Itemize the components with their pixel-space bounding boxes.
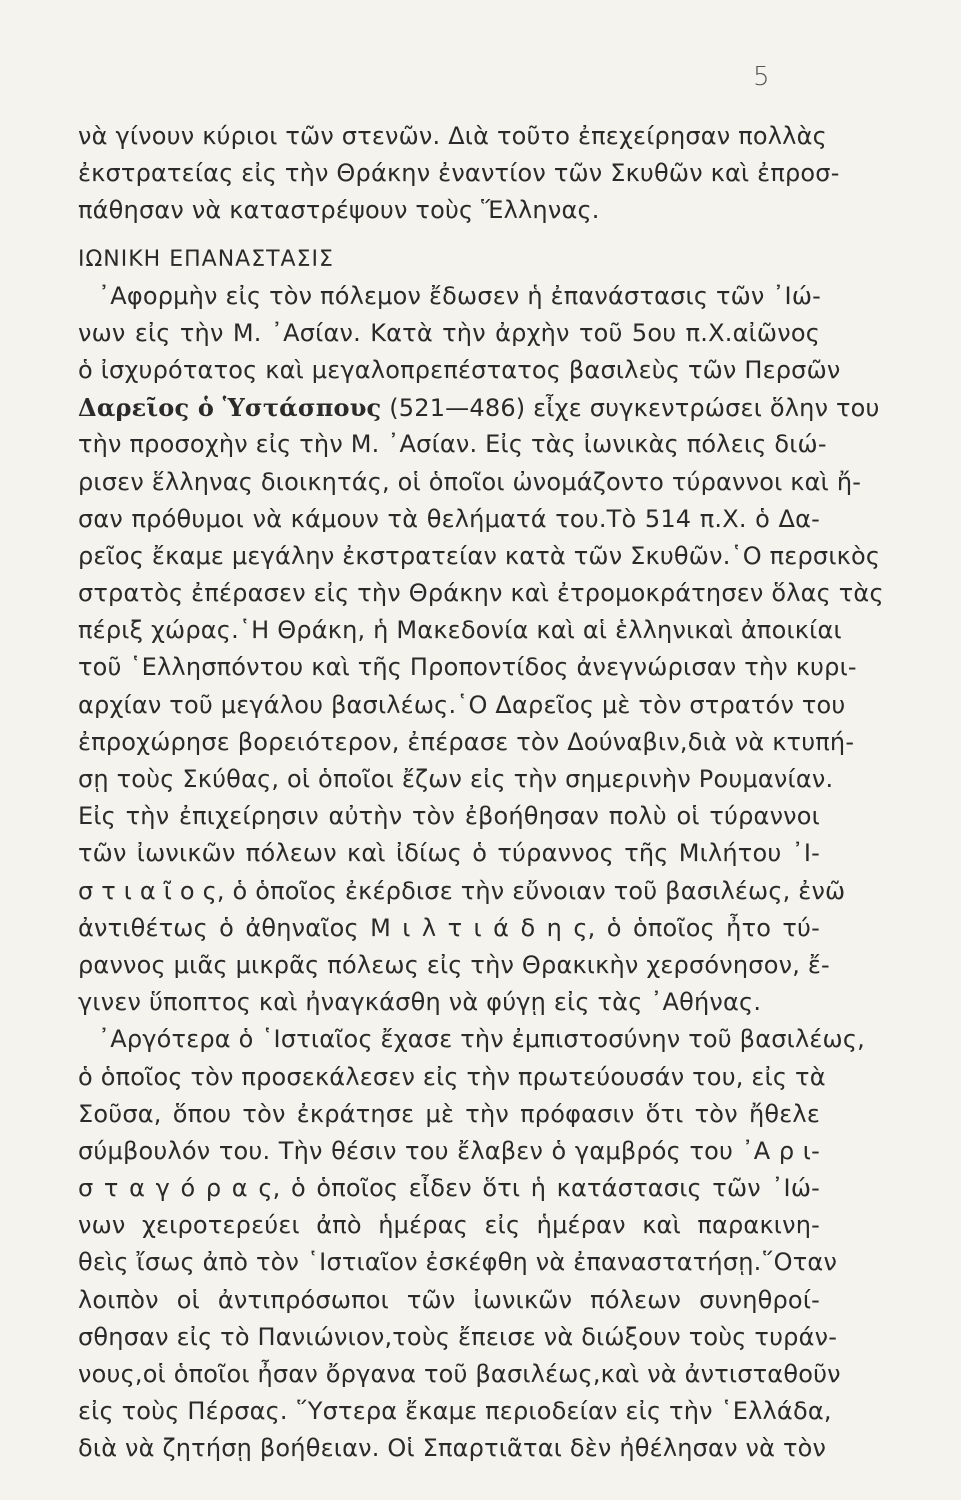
text-line: πάθησαν νὰ καταστρέψουν τοὺς Ἕλληνας. [78, 196, 600, 225]
text-line: σθησαν εἰς τὸ Πανιώνιον,τοὺς ἔπεισε νὰ διώξουν τοὺς τυράν- [78, 1322, 838, 1351]
text-line: ἐκστρατείας εἰς τὴν Θράκην ἐναντίον τῶν Σκυθῶν καὶ ἐπροσ- [78, 159, 840, 188]
text-line: αρχίαν τοῦ μεγάλου βασιλέως.῾Ο Δαρεῖος μὲ τὸν στρατόν του [78, 690, 846, 719]
text-line: ὁ ἰσχυρότατος καὶ μεγαλοπρεπέστατος βασιλεὺς τῶν Περσῶν [78, 355, 841, 384]
text-line: τοῦ ῾Ελλησπόντου καὶ τῆς Προποντίδος ἀνεγνώρισαν τὴν κυρι- [78, 653, 857, 682]
text-line: σ τ ι α ῖ ο ς, ὁ ὁποῖος ἐκέρδισε τὴν εὔνοιαν τοῦ βασιλέως, ἐνῶ [78, 876, 846, 905]
text-line: θεὶς ἴσως ἀπὸ τὸν ῾Ιστιαῖον ἐσκέφθη νὰ ἐπαναστατήσῃ.῞Οταν [78, 1248, 838, 1277]
text-line: σαν πρόθυμοι νὰ κάμουν τὰ θελήματά του.Τὸ 514 π.Χ. ὁ Δα- [78, 504, 820, 533]
text-line: ᾽Αφορμὴν εἰς τὸν πόλεμον ἔδωσεν ἡ ἐπανάστασις τῶν ᾽Ιώ- [98, 281, 821, 310]
text-line: τῶν ἰωνικῶν πόλεων καὶ ἰδίως ὁ τύραννος τῆς Μιλήτου ᾽Ι- [78, 839, 820, 868]
text-line: ᾽Αργότερα ὁ ῾Ιστιαῖος ἔχασε τὴν ἐμπιστοσύνην τοῦ βασιλέως, [98, 1025, 865, 1054]
section-heading: ΙΩΝΙΚΗ ΕΠΑΝΑΣΤΑΣΙΣ [78, 246, 334, 272]
text-line: νων εἰς τὴν Μ. ᾽Ασίαν. Κατὰ τὴν ἀρχὴν τοῦ 5ου π.Χ.αἰῶνος [78, 318, 820, 347]
text-line: γινεν ὕποπτος καὶ ἠναγκάσθη νὰ φύγῃ εἰς τὰς ᾽Αθήνας. [78, 988, 762, 1017]
text-line: Σοῦσα, ὅπου τὸν ἐκράτησε μὲ τὴν πρόφασιν ὅτι τὸν ἤθελε [78, 1099, 820, 1128]
text-line: νων χειροτερεύει ἀπὸ ἡμέρας εἰς ἡμέραν καὶ παρακινη- [78, 1211, 820, 1240]
text-line: πέριξ χώρας.῾Η Θράκη, ἡ Μακεδονία καὶ αἱ ἑλληνικαὶ ἀποικίαι [78, 616, 842, 645]
page-body [78, 118, 884, 1468]
text-line: διὰ νὰ ζητήσῃ βοήθειαν. Οἱ Σπαρτιᾶται δὲν ἠθέλησαν νὰ τὸν [78, 1434, 827, 1463]
text-line: σῃ τοὺς Σκύθας, οἱ ὁποῖοι ἔζων εἰς τὴν σημερινὴν Ρουμανίαν. [78, 765, 834, 793]
text-line-darius [78, 389, 880, 426]
text-line: ρισεν ἕλληνας διοικητάς, οἱ ὁποῖοι ὠνομάζοντο τύραννοι καὶ ἤ- [78, 467, 862, 496]
text-line: λοιπὸν οἱ ἀντιπρόσωποι τῶν ἰωνικῶν πόλεων συνηθροί- [78, 1285, 820, 1314]
text-line: ρεῖος ἔκαμε μεγάλην ἐκστρατείαν κατὰ τῶν Σκυθῶν.῾Ο περσικὸς [78, 541, 881, 570]
text-line-rest: (521—486) εἶχε συγκεντρώσει ὅλην του [381, 394, 880, 423]
darius-name: Δαρεῖος ὁ Ὑστάσπους [78, 393, 382, 423]
text-line: τὴν προσοχὴν εἰς τὴν Μ. ᾽Ασίαν. Εἰς τὰς ἰωνικὰς πόλεις διώ- [78, 430, 827, 459]
text-line: εἰς τοὺς Πέρσας. ῞Υστερα ἔκαμε περιοδείαν εἰς τὴν ῾Ελλάδα, [78, 1397, 832, 1426]
text-line: στρατὸς ἐπέρασεν εἰς τὴν Θράκην καὶ ἐτρομοκράτησεν ὅλας τὰς [78, 579, 884, 608]
text-line: σύμβουλόν του. Τὴν θέσιν του ἔλαβεν ὁ γαμβρός του ᾽Α ρ ι- [78, 1136, 820, 1165]
text-line: νους,οἱ ὁποῖοι ἦσαν ὄργανα τοῦ βασιλέως,καὶ νὰ ἀντισταθοῦν [78, 1360, 841, 1388]
text-line: νὰ γίνουν κύριοι τῶν στενῶν. Διὰ τοῦτο ἐπεχείρησαν πολλὰς [78, 122, 827, 150]
text-line: ὁ ὁποῖος τὸν προσεκάλεσεν εἰς τὴν πρωτεύουσάν του, εἰς τὰ [78, 1062, 826, 1091]
text-line: ραννος μιᾶς μικρᾶς πόλεως εἰς τὴν Θρακικὴν χερσόνησον, ἔ- [78, 950, 830, 979]
text-line: ἐπροχώρησε βορειότερον, ἐπέρασε τὸν Δούναβιν,διὰ νὰ κτυπή- [78, 727, 855, 756]
page-number: 5 [753, 62, 770, 92]
text-line: Εἰς τὴν ἐπιχείρησιν αὐτὴν τὸν ἐβοήθησαν πολὺ οἱ τύραννοι [78, 802, 820, 831]
text-line: σ τ α γ ό ρ α ς, ὁ ὁποῖος εἶδεν ὅτι ἡ κατάστασις τῶν ᾽Ιώ- [78, 1174, 820, 1203]
text-line: ἀντιθέτως ὁ ἀθηναῖος Μ ι λ τ ι ά δ η ς, ὁ ὁποῖος ἦτο τύ- [78, 913, 820, 942]
